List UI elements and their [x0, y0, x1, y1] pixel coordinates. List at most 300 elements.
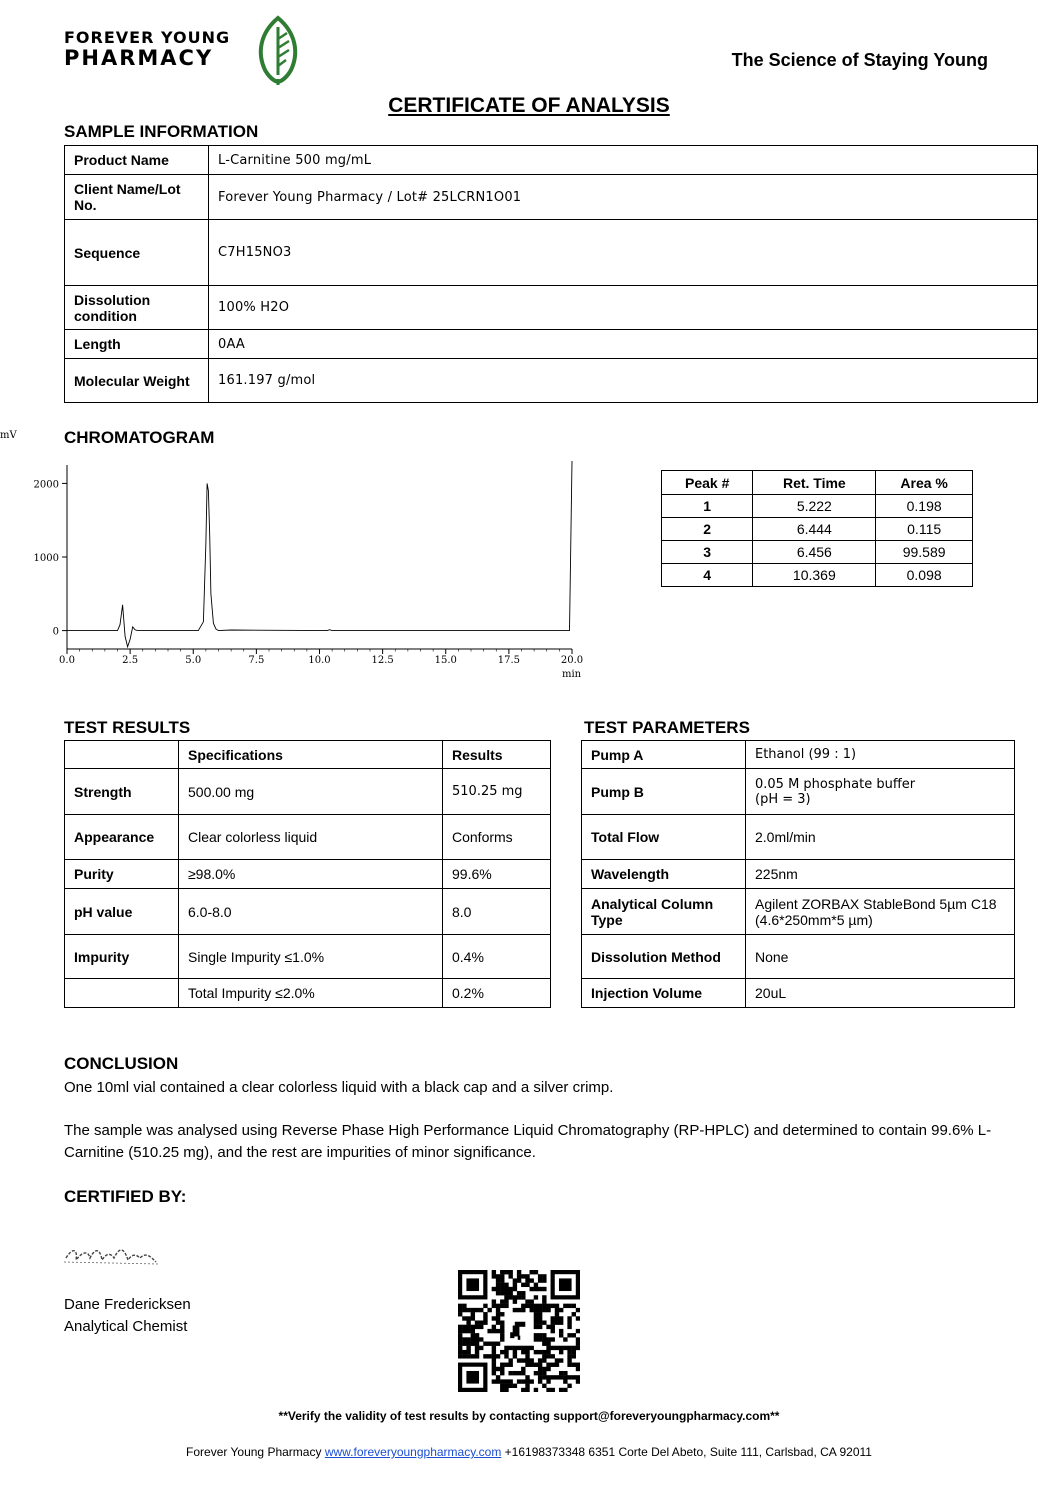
qr-module: [567, 1304, 571, 1308]
qr-module: [546, 1379, 550, 1383]
qr-module: [508, 1358, 512, 1362]
qr-module: [483, 1312, 487, 1316]
spec-cell: Clear colorless liquid: [179, 815, 443, 860]
qr-module: [534, 1316, 538, 1320]
qr-module: [534, 1312, 538, 1316]
row-label: Dissolution Method: [582, 935, 746, 979]
qr-module: [525, 1358, 529, 1362]
certified-heading: CERTIFIED BY:: [64, 1187, 187, 1206]
qr-module: [517, 1346, 521, 1350]
column-header: Peak #: [662, 471, 753, 495]
x-tick-label: 15.0: [434, 655, 457, 666]
qr-module: [483, 1354, 487, 1358]
qr-module: [479, 1337, 483, 1341]
signature-icon: [62, 1240, 162, 1270]
row-label: Wavelength: [582, 860, 746, 889]
row-value: L-Carnitine 500 mg/mL: [209, 146, 1038, 175]
qr-module: [492, 1325, 496, 1329]
qr-module: [538, 1337, 542, 1341]
qr-module: [466, 1316, 470, 1320]
row-value: C7H15NO3: [209, 220, 1038, 286]
qr-module: [538, 1358, 542, 1362]
result-cell: 0.2%: [443, 979, 551, 1008]
qr-module: [542, 1287, 546, 1291]
row-value: None: [746, 935, 1015, 979]
website-link[interactable]: www.foreveryoungpharmacy.com: [324, 1445, 502, 1459]
row-value: 2.0ml/min: [746, 815, 1015, 860]
qr-module: [546, 1337, 550, 1341]
qr-module: [475, 1320, 479, 1324]
qr-module: [521, 1350, 525, 1354]
qr-module: [555, 1308, 559, 1312]
qr-module: [517, 1371, 521, 1375]
qr-module: [487, 1354, 491, 1358]
row-label: Length: [65, 330, 209, 359]
qr-module: [572, 1346, 576, 1350]
qr-module: [466, 1308, 470, 1312]
qr-module: [462, 1329, 466, 1333]
qr-module: [572, 1350, 576, 1354]
qr-module: [496, 1379, 500, 1383]
table-row: [582, 979, 1015, 1008]
qr-module: [555, 1358, 559, 1362]
qr-module: [546, 1304, 550, 1308]
qr-module: [475, 1354, 479, 1358]
test-results-heading: TEST RESULTS: [64, 718, 191, 737]
chromatogram-chart: [0, 420, 600, 685]
qr-module: [504, 1350, 508, 1354]
qr-module: [471, 1308, 475, 1312]
qr-module: [559, 1320, 563, 1324]
row-label: pH value: [65, 889, 179, 935]
qr-module: [534, 1371, 538, 1375]
qr-module: [500, 1337, 504, 1341]
qr-module: [462, 1308, 466, 1312]
signer-name: Dane Fredericksen: [64, 1296, 191, 1313]
qr-module: [538, 1333, 542, 1337]
qr-module: [572, 1304, 576, 1308]
qr-module: [551, 1325, 555, 1329]
table-row: [662, 564, 973, 587]
qr-module: [496, 1304, 500, 1308]
qr-module: [525, 1274, 529, 1278]
area-percent: 0.115: [876, 518, 973, 541]
qr-module: [521, 1346, 525, 1350]
qr-module: [538, 1379, 542, 1383]
pump-b-line-2: (pH = 3): [755, 791, 811, 807]
qr-module: [517, 1379, 521, 1383]
qr-module: [542, 1274, 546, 1278]
row-value: Forever Young Pharmacy / Lot# 25LCRN1O01: [209, 175, 1038, 220]
qr-module: [576, 1342, 580, 1346]
qr-module: [546, 1350, 550, 1354]
qr-module: [538, 1320, 542, 1324]
signer-role: Analytical Chemist: [64, 1318, 188, 1335]
spec-cell: Total Impurity ≤2.0%: [179, 979, 443, 1008]
qr-module: [530, 1299, 534, 1303]
qr-module: [559, 1329, 563, 1333]
qr-module: [542, 1320, 546, 1324]
qr-module: [546, 1367, 550, 1371]
qr-module: [500, 1363, 504, 1367]
qr-module: [471, 1316, 475, 1320]
qr-module: [576, 1329, 580, 1333]
qr-module: [500, 1270, 504, 1274]
qr-module: [555, 1375, 559, 1379]
qr-module: [500, 1312, 504, 1316]
qr-module: [567, 1333, 571, 1337]
qr-module: [513, 1350, 517, 1354]
qr-module: [504, 1291, 508, 1295]
qr-module: [492, 1287, 496, 1291]
qr-module: [466, 1354, 470, 1358]
test-parameters-heading: TEST PARAMETERS: [584, 718, 750, 737]
qr-module: [517, 1308, 521, 1312]
table-row: [65, 815, 551, 860]
qr-module: [483, 1320, 487, 1324]
table-row: [65, 889, 551, 935]
qr-module: [492, 1379, 496, 1383]
qr-module: [521, 1295, 525, 1299]
qr-module: [551, 1375, 555, 1379]
qr-module: [559, 1358, 563, 1362]
qr-module: [530, 1270, 534, 1274]
sample-info-heading: SAMPLE INFORMATION: [64, 122, 259, 141]
qr-module: [572, 1375, 576, 1379]
table-row: [662, 541, 973, 564]
y-tick-label: 1000: [33, 553, 59, 564]
area-percent: 0.098: [876, 564, 973, 587]
table-row: [65, 175, 1038, 220]
footer-company: Forever Young Pharmacy: [186, 1445, 322, 1459]
qr-module: [492, 1316, 496, 1320]
column-header: Results: [443, 741, 551, 769]
qr-module: [475, 1333, 479, 1337]
qr-module: [471, 1312, 475, 1316]
qr-module: [525, 1346, 529, 1350]
y-axis-unit: mV: [0, 430, 17, 441]
qr-module: [530, 1363, 534, 1367]
row-label: Pump A: [582, 741, 746, 769]
qr-module: [500, 1283, 504, 1287]
row-label: Sequence: [65, 220, 209, 286]
qr-module: [508, 1346, 512, 1350]
qr-finder-core: [559, 1278, 572, 1291]
qr-module: [559, 1371, 563, 1375]
table-row: [582, 815, 1015, 860]
x-tick-label: 17.5: [497, 655, 521, 666]
qr-module: [500, 1384, 504, 1388]
qr-module: [475, 1342, 479, 1346]
qr-module: [504, 1287, 508, 1291]
qr-module: [475, 1308, 479, 1312]
qr-module: [504, 1295, 508, 1299]
qr-module: [563, 1379, 567, 1383]
peak-number: 3: [662, 541, 753, 564]
x-tick-label: 10.0: [308, 655, 331, 666]
qr-module: [559, 1388, 563, 1392]
qr-code-icon[interactable]: [458, 1270, 580, 1392]
qr-module: [551, 1320, 555, 1324]
row-value: Ethanol (99 : 1): [746, 741, 1015, 769]
qr-module: [508, 1371, 512, 1375]
qr-module: [538, 1367, 542, 1371]
qr-module: [458, 1354, 462, 1358]
qr-module: [563, 1337, 567, 1341]
qr-module: [508, 1270, 512, 1274]
qr-module: [496, 1367, 500, 1371]
qr-module: [576, 1367, 580, 1371]
area-percent: 99.589: [876, 541, 973, 564]
table-row: [582, 935, 1015, 979]
result-cell: 0.4%: [443, 935, 551, 979]
qr-module: [508, 1274, 512, 1278]
qr-module: [492, 1371, 496, 1375]
qr-module: [521, 1379, 525, 1383]
qr-module: [513, 1295, 517, 1299]
qr-module: [572, 1333, 576, 1337]
qr-module: [538, 1350, 542, 1354]
qr-module: [492, 1304, 496, 1308]
qr-module: [530, 1346, 534, 1350]
table-row: [65, 860, 551, 889]
qr-module: [534, 1304, 538, 1308]
qr-module: [462, 1325, 466, 1329]
footer-contact: +16198373348 6351 Corte Del Abeto, Suite 111, Carlsbad, CA 92011: [504, 1445, 872, 1459]
qr-module: [483, 1342, 487, 1346]
qr-module: [500, 1274, 504, 1278]
qr-module: [542, 1354, 546, 1358]
qr-module: [567, 1325, 571, 1329]
qr-module: [542, 1384, 546, 1388]
qr-module: [483, 1304, 487, 1308]
qr-module: [466, 1337, 470, 1341]
qr-module: [496, 1312, 500, 1316]
qr-module: [546, 1325, 550, 1329]
y-tick-label: 2000: [33, 479, 59, 491]
row-value: 225nm: [746, 860, 1015, 889]
qr-module: [555, 1304, 559, 1308]
qr-module: [534, 1350, 538, 1354]
qr-module: [542, 1278, 546, 1282]
qr-module: [500, 1371, 504, 1375]
qr-module: [496, 1274, 500, 1278]
area-percent: 0.198: [876, 495, 973, 518]
qr-module: [500, 1329, 504, 1333]
qr-module: [534, 1325, 538, 1329]
logo-wordmark: [64, 28, 230, 68]
qr-module: [525, 1354, 529, 1358]
spec-cell: Single Impurity ≤1.0%: [179, 935, 443, 979]
qr-module: [517, 1278, 521, 1282]
qr-module: [517, 1358, 521, 1362]
qr-finder-core: [466, 1371, 479, 1384]
qr-module: [546, 1308, 550, 1312]
qr-module: [500, 1379, 504, 1383]
row-label: Purity: [65, 860, 179, 889]
qr-module: [525, 1299, 529, 1303]
qr-module: [504, 1304, 508, 1308]
spec-cell: ≥98.0%: [179, 860, 443, 889]
qr-module: [542, 1350, 546, 1354]
qr-module: [534, 1363, 538, 1367]
qr-module: [538, 1312, 542, 1316]
qr-module: [534, 1308, 538, 1312]
test-parameters-table: [581, 740, 1015, 1008]
qr-module: [504, 1299, 508, 1303]
logo-line-1: FOREVER YOUNG: [64, 28, 231, 47]
qr-module: [534, 1333, 538, 1337]
table-row: [65, 330, 1038, 359]
page-title: CERTIFICATE OF ANALYSIS: [388, 94, 670, 117]
qr-module: [542, 1342, 546, 1346]
row-label: [65, 979, 179, 1008]
x-tick-label: 5.0: [185, 655, 202, 666]
qr-module: [534, 1287, 538, 1291]
qr-module: [462, 1337, 466, 1341]
table-row: [662, 495, 973, 518]
qr-module: [462, 1342, 466, 1346]
footer-address: [0, 1445, 1058, 1459]
qr-module: [496, 1283, 500, 1287]
qr-module: [479, 1346, 483, 1350]
qr-module: [513, 1384, 517, 1388]
table-header-row: [65, 741, 551, 769]
qr-module: [530, 1287, 534, 1291]
qr-module: [563, 1371, 567, 1375]
qr-module: [504, 1346, 508, 1350]
x-tick-label: 20.0: [560, 655, 584, 666]
qr-module: [530, 1379, 534, 1383]
qr-module: [546, 1375, 550, 1379]
qr-module: [555, 1363, 559, 1367]
qr-module: [525, 1304, 529, 1308]
qr-module: [567, 1358, 571, 1362]
qr-module: [475, 1346, 479, 1350]
row-label: Injection Volume: [582, 979, 746, 1008]
qr-module: [551, 1346, 555, 1350]
x-tick-label: 12.5: [371, 655, 394, 666]
spec-cell: 6.0-8.0: [179, 889, 443, 935]
qr-module: [530, 1304, 534, 1308]
x-axis-unit: min: [562, 669, 582, 680]
retention-time: 10.369: [753, 564, 876, 587]
qr-module: [521, 1304, 525, 1308]
table-row: [65, 220, 1038, 286]
qr-module: [466, 1320, 470, 1324]
peak-table: [661, 470, 973, 587]
qr-module: [500, 1388, 504, 1392]
qr-module: [576, 1346, 580, 1350]
qr-module: [496, 1329, 500, 1333]
row-value: 0AA: [209, 330, 1038, 359]
qr-module: [517, 1291, 521, 1295]
qr-module: [508, 1287, 512, 1291]
qr-module: [508, 1291, 512, 1295]
qr-module: [475, 1350, 479, 1354]
qr-module: [475, 1325, 479, 1329]
table-row: [662, 518, 973, 541]
qr-module: [504, 1363, 508, 1367]
qr-module: [492, 1363, 496, 1367]
qr-module: [496, 1316, 500, 1320]
qr-module: [567, 1320, 571, 1324]
qr-module: [534, 1295, 538, 1299]
row-label: Total Flow: [582, 815, 746, 860]
qr-module: [551, 1316, 555, 1320]
qr-module: [521, 1358, 525, 1362]
qr-module: [466, 1342, 470, 1346]
qr-module: [521, 1367, 525, 1371]
qr-module: [458, 1337, 462, 1341]
qr-module: [508, 1295, 512, 1299]
conclusion-paragraph-1: One 10ml vial contained a clear colorless liquid with a black cap and a silver crimp.: [64, 1079, 614, 1096]
qr-module: [500, 1367, 504, 1371]
row-value: 161.197 g/mol: [209, 359, 1038, 403]
qr-module: [513, 1278, 517, 1282]
qr-module: [521, 1388, 525, 1392]
qr-module: [496, 1308, 500, 1312]
qr-module: [471, 1333, 475, 1337]
qr-module: [479, 1325, 483, 1329]
qr-module: [500, 1333, 504, 1337]
column-header: [65, 741, 179, 769]
row-label: Molecular Weight: [65, 359, 209, 403]
qr-module: [576, 1375, 580, 1379]
qr-module: [500, 1320, 504, 1324]
row-label: Product Name: [65, 146, 209, 175]
qr-module: [525, 1278, 529, 1282]
qr-module: [525, 1350, 529, 1354]
qr-module: [538, 1308, 542, 1312]
qr-module: [534, 1388, 538, 1392]
qr-module: [546, 1346, 550, 1350]
qr-module: [559, 1333, 563, 1337]
qr-module: [542, 1333, 546, 1337]
x-tick-label: 7.5: [248, 655, 265, 666]
qr-module: [458, 1308, 462, 1312]
qr-module: [551, 1363, 555, 1367]
row-label: Client Name/Lot No.: [65, 175, 209, 220]
qr-module: [551, 1329, 555, 1333]
qr-module: [492, 1342, 496, 1346]
qr-module: [572, 1312, 576, 1316]
table-row: [65, 146, 1038, 175]
qr-module: [546, 1342, 550, 1346]
qr-module: [567, 1384, 571, 1388]
row-value: 20uL: [746, 979, 1015, 1008]
qr-module: [492, 1350, 496, 1354]
qr-module: [517, 1274, 521, 1278]
qr-module: [530, 1278, 534, 1282]
qr-module: [496, 1320, 500, 1324]
qr-module: [542, 1299, 546, 1303]
qr-module: [517, 1270, 521, 1274]
sample-info-table: [64, 145, 1038, 403]
retention-time: 6.444: [753, 518, 876, 541]
qr-module: [542, 1308, 546, 1312]
qr-module: [458, 1329, 462, 1333]
qr-module: [538, 1375, 542, 1379]
conclusion-heading: CONCLUSION: [64, 1054, 179, 1073]
qr-module: [500, 1325, 504, 1329]
qr-module: [576, 1316, 580, 1320]
qr-module: [500, 1350, 504, 1354]
qr-module: [567, 1363, 571, 1367]
result-cell: 99.6%: [443, 860, 551, 889]
qr-module: [471, 1354, 475, 1358]
qr-module: [513, 1371, 517, 1375]
